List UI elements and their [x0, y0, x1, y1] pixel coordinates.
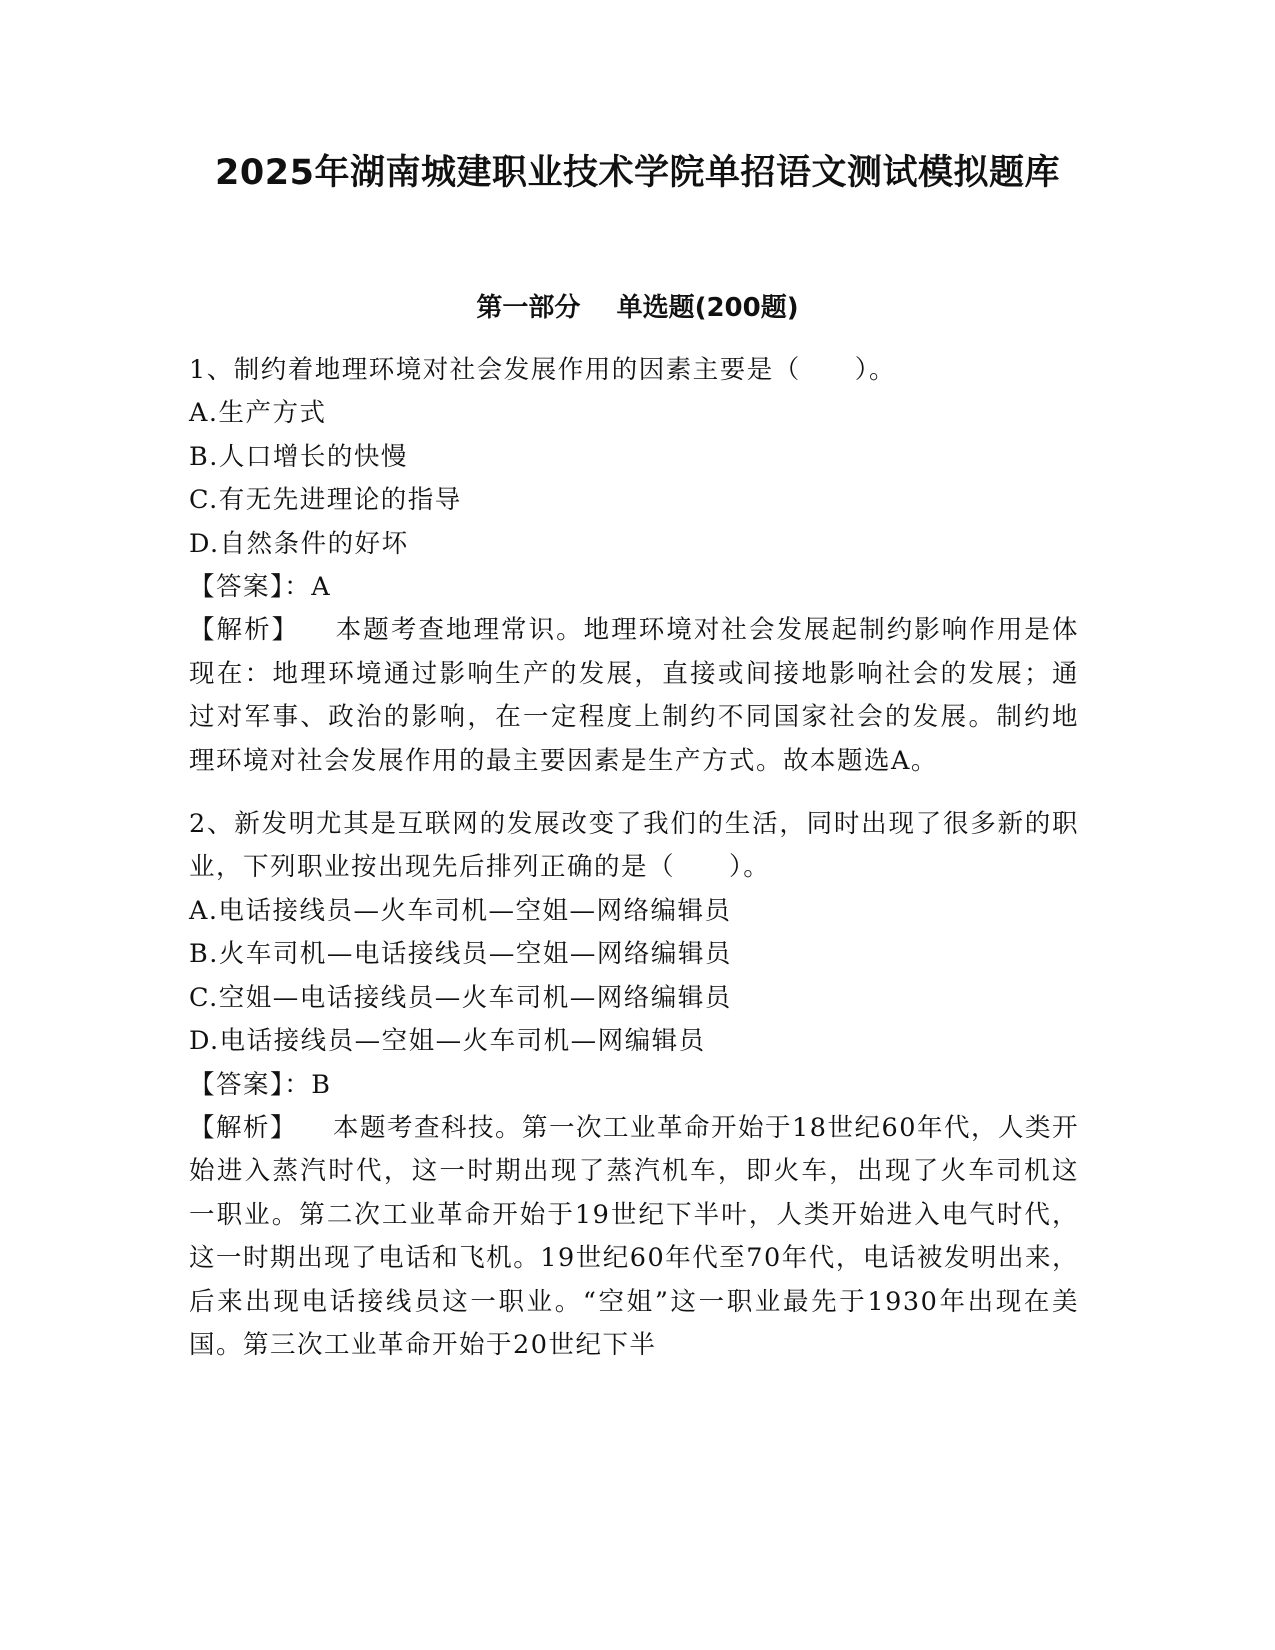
question-stem: 1、制约着地理环境对社会发展作用的因素主要是（ ）。 — [189, 355, 896, 385]
analysis-label: 【解析】 — [189, 615, 300, 646]
analysis-paragraph — [189, 1107, 1079, 1367]
option-d: D.电话接线员—空姐—火车司机—网编辑员 — [189, 1026, 706, 1057]
option-c: C.有无先进理论的指导 — [189, 485, 462, 516]
question-list — [189, 349, 1079, 1387]
question-item — [189, 803, 1079, 1367]
option-b: B.火车司机—电话接线员—空姐—网络编辑员 — [189, 939, 732, 970]
option-a: A.生产方式 — [189, 398, 327, 429]
analysis-paragraph — [189, 609, 1079, 783]
option-c: C.空姐—电话接线员—火车司机—网络编辑员 — [189, 982, 732, 1013]
analysis-text: 本题考查地理常识。地理环境对社会发展起制约影响作用是体现在：地理环境通过影响生产的发展，直接或间接地影响社会的发展；通过对军事、政治的影响，在一定程度上制约不同国家社会的发展。制约地理环境对社会发展作用的最主要因素是生产方式。故本题选A。 — [189, 615, 1079, 776]
option-b: B.人口增长的快慢 — [189, 441, 408, 472]
question-item — [189, 349, 1079, 783]
option-d: D.自然条件的好坏 — [189, 528, 409, 559]
analysis-text: 本题考查科技。第一次工业革命开始于18世纪60年代，人类开始进入蒸汽时代，这一时期出现了蒸汽机车，即火车，出现了火车司机这一职业。第二次工业革命开始于19世纪下半叶，人类开始进入电气时代，这一时期出现了电话和飞机。19世纪60年代至70年代，电话被发明出来，后来出现电话接线员这一职业。“空姐”这一职业最先于1930年出现在美国。第三次工业革命开始于20世纪下半 — [189, 1112, 1079, 1360]
answer-line: 【答案】：A — [189, 572, 332, 603]
section-title: 第一部分 单选题(200题) — [476, 293, 799, 323]
document-title: 2025年湖南城建职业技术学院单招语文测试模拟题库 — [215, 153, 1060, 193]
option-a: A.电话接线员—火车司机—空姐—网络编辑员 — [189, 895, 732, 926]
question-stem: 2、新发明尤其是互联网的发展改变了我们的生活，同时出现了很多新的职业，下列职业按出现先后排列正确的是（ ）。 — [189, 809, 1079, 883]
answer-line: 【答案】：B — [189, 1069, 332, 1100]
analysis-label: 【解析】 — [189, 1112, 298, 1143]
